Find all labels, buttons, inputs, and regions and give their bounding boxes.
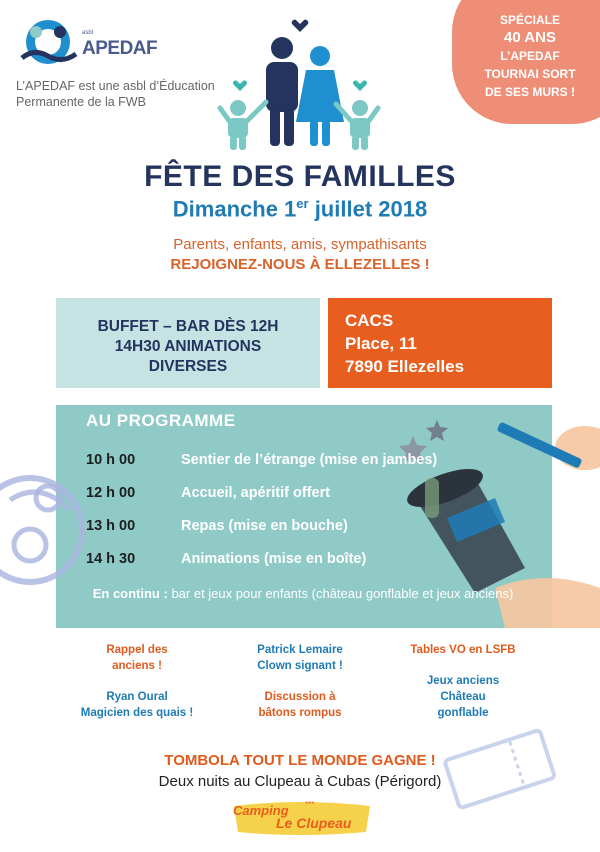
date-ordinal: er [296, 196, 309, 211]
heart-icon [233, 81, 247, 92]
badge-line-2: 40 ANS [504, 29, 556, 46]
camping-stars: *** [305, 800, 315, 809]
address-line-3: 7890 Ellezelles [345, 357, 465, 376]
camping-logo-line-1: Camping [233, 803, 289, 818]
join-call: REJOIGNEZ-NOUS À ELLEZELLES ! [170, 256, 430, 273]
activity-line: bâtons rompus [258, 707, 342, 719]
address-box-text [345, 309, 464, 378]
activity-line: Jeux anciens [426, 675, 500, 687]
tombola-prize: Deux nuits au Clupeau à Cubas (Périgord) [158, 773, 442, 790]
activity-line: Ryan Oural [106, 691, 168, 703]
activity-tables-vo [378, 642, 548, 658]
activity-line: gonflable [437, 707, 489, 719]
continuous-text: bar et jeux pour enfants (château gonflable et jeux anciens) [167, 586, 514, 601]
schedule-line-3: DIVERSES [148, 358, 228, 375]
event-date [0, 196, 600, 222]
activity-jeux-anciens [378, 673, 548, 721]
programme-activity: Sentier de l’étrange (mise en jambes) [181, 452, 438, 468]
camping-logo-line-2: Le Clupeau [276, 815, 352, 831]
programme-time: 13 h 00 [86, 518, 136, 534]
programme-time: 12 h 00 [86, 485, 136, 501]
logo-name: APEDAF [82, 38, 158, 59]
activity-discussion [215, 689, 385, 721]
programme-time: 14 h 30 [86, 551, 136, 567]
badge-line-5: DE SES MURS ! [484, 85, 575, 99]
org-description: L’APEDAF est une asbl d’Éducation Permanente de la FWB [16, 79, 215, 109]
badge-line-3: L’APEDAF [500, 49, 560, 63]
activity-line: anciens ! [112, 660, 162, 672]
programme-title: AU PROGRAMME [86, 411, 236, 430]
schedule-line-2: 14H30 ANIMATIONS [114, 338, 262, 355]
programme-activity: Repas (mise en bouche) [181, 518, 348, 534]
activity-line: Rappel des [106, 644, 168, 656]
event-title: FÊTE DES FAMILLES [144, 160, 456, 193]
logo-asbl-text: asbl [82, 30, 94, 36]
activity-line: Patrick Lemaire [257, 644, 343, 656]
continuous-label: En continu : [92, 586, 168, 601]
activity-clown-signant [215, 642, 385, 674]
heart-icon [353, 81, 367, 91]
invite-line: Parents, enfants, amis, sympathisants [173, 236, 427, 253]
schedule-box-text [56, 317, 320, 377]
programme-activity: Accueil, apéritif offert [181, 485, 331, 501]
programme-time: 10 h 00 [86, 452, 136, 468]
activity-line: Tables VO en LSFB [410, 644, 516, 656]
activity-line: Château [440, 691, 486, 703]
address-line-1: CACS [345, 311, 394, 330]
activity-rappel-anciens [52, 642, 222, 674]
tombola-title: TOMBOLA TOUT LE MONDE GAGNE ! [164, 752, 436, 769]
date-prefix: Dimanche 1 [172, 196, 297, 222]
clown-illustration [0, 460, 95, 600]
activity-line: Discussion à [264, 691, 336, 703]
star-icon [426, 420, 448, 441]
activity-magicien [52, 689, 222, 721]
heart-icon [292, 20, 309, 32]
continuous-activities [70, 585, 536, 602]
date-suffix: juillet 2018 [308, 196, 428, 222]
badge-line-4: TOURNAI SORT [484, 67, 576, 81]
anniversary-badge-text [470, 11, 590, 101]
family-illustration [200, 12, 400, 152]
address-line-2: Place, 11 [345, 334, 417, 353]
activity-line: Magicien des quais ! [80, 707, 194, 719]
badge-line-1: SPÉCIALE [499, 13, 560, 27]
ticket-illustration [440, 722, 560, 817]
activity-line: Clown signant ! [257, 660, 343, 672]
programme-activity: Animations (mise en boîte) [181, 551, 367, 567]
schedule-line-1: BUFFET – BAR DÈS 12H [97, 318, 279, 335]
